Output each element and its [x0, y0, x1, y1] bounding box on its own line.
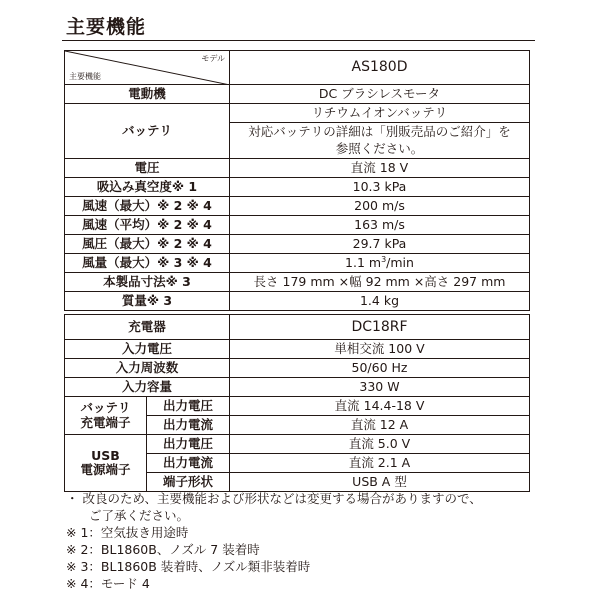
- charger-model-name: DC18RF: [230, 315, 530, 340]
- model-name: AS180D: [230, 51, 530, 85]
- note-2: ※ 2：BL1860B、ノズル 7 装着時: [66, 542, 260, 557]
- row-label-mass: 質量※ 3: [65, 292, 230, 311]
- header-main-label: 主要機能: [69, 71, 101, 81]
- usb-terminal-group-label: USB 電源端子: [65, 435, 147, 492]
- row-value-usb-connector-type: USB A 型: [230, 473, 530, 492]
- row-value-motor: DC ブラシレスモータ: [230, 85, 530, 104]
- page-title: 主要機能: [66, 16, 147, 38]
- row-label-battery-output-current: 出力電流: [147, 416, 230, 435]
- row-value-dimensions: 長さ 179 mm ×幅 92 mm ×高さ 297 mm: [230, 273, 530, 292]
- row-value-airflow: 1.1 $m^3/\min$: [230, 254, 530, 273]
- row-value-suction-vacuum: 10.3 kPa: [230, 178, 530, 197]
- row-label-battery-output-voltage: 出力電圧: [147, 397, 230, 416]
- row-value-usb-output-current: 直流 2.1 A: [230, 454, 530, 473]
- note-1: ※ 1：空気抜き用途時: [66, 525, 189, 540]
- note-4: ※ 4：モード 4: [66, 576, 150, 591]
- row-value-battery-note-2: 参照ください。: [230, 141, 530, 159]
- row-value-voltage: 直流 18 V: [230, 159, 530, 178]
- row-label-usb-output-current: 出力電流: [147, 454, 230, 473]
- row-label-airflow: 風量（最大）※ 3 ※ 4: [65, 254, 230, 273]
- row-value-battery-type: リチウムイオンバッテリ: [230, 104, 530, 123]
- row-label-battery: バッテリ: [65, 104, 230, 159]
- row-label-airspeed-avg: 風速（平均）※ 2 ※ 4: [65, 216, 230, 235]
- row-label-motor: 電動機: [65, 85, 230, 104]
- footnotes: [66, 490, 536, 592]
- note-improvement-cont: ご了承ください。: [89, 508, 190, 523]
- row-value-usb-output-voltage: 直流 5.0 V: [230, 435, 530, 454]
- note-3: ※ 3：BL1860B 装着時、ノズル類非装着時: [66, 559, 311, 574]
- row-label-dimensions: 本製品寸法※ 3: [65, 273, 230, 292]
- row-value-input-voltage: 単相交流 100 V: [230, 340, 530, 359]
- row-label-input-capacity: 入力容量: [65, 378, 230, 397]
- header-model-label: モデル: [201, 54, 225, 63]
- row-value-airspeed-avg: 163 m/s: [230, 216, 530, 235]
- row-value-battery-output-current: 直流 12 A: [230, 416, 530, 435]
- row-label-airspeed-max: 風速（最大）※ 2 ※ 4: [65, 197, 230, 216]
- charger-header-label: 充電器: [65, 315, 230, 340]
- row-label-air-pressure: 風圧（最大）※ 2 ※ 4: [65, 235, 230, 254]
- row-value-input-frequency: 50/60 Hz: [230, 359, 530, 378]
- row-label-usb-connector-type: 端子形状: [147, 473, 230, 492]
- row-label-suction-vacuum: 吸込み真空度※ 1: [65, 178, 230, 197]
- header-diagonal-cell: [65, 51, 230, 85]
- row-value-input-capacity: 330 W: [230, 378, 530, 397]
- row-value-mass: 1.4 kg: [230, 292, 530, 311]
- row-label-usb-output-voltage: 出力電圧: [147, 435, 230, 454]
- note-improvement: ・ 改良のため、主要機能および形状などは変更する場合がありますので、: [66, 491, 482, 506]
- charger-table: [64, 314, 530, 492]
- title-underline: [62, 40, 535, 41]
- row-value-battery-output-voltage: 直流 14.4-18 V: [230, 397, 530, 416]
- row-label-input-voltage: 入力電圧: [65, 340, 230, 359]
- row-value-airspeed-max: 200 m/s: [230, 197, 530, 216]
- row-value-air-pressure: 29.7 kPa: [230, 235, 530, 254]
- row-label-input-frequency: 入力周波数: [65, 359, 230, 378]
- battery-terminal-group-label: バッテリ 充電端子: [65, 397, 147, 435]
- row-label-voltage: 電圧: [65, 159, 230, 178]
- spec-table: [64, 50, 530, 311]
- row-value-battery-note-1: 対応バッテリの詳細は「別販売品のご紹介」を: [230, 123, 530, 141]
